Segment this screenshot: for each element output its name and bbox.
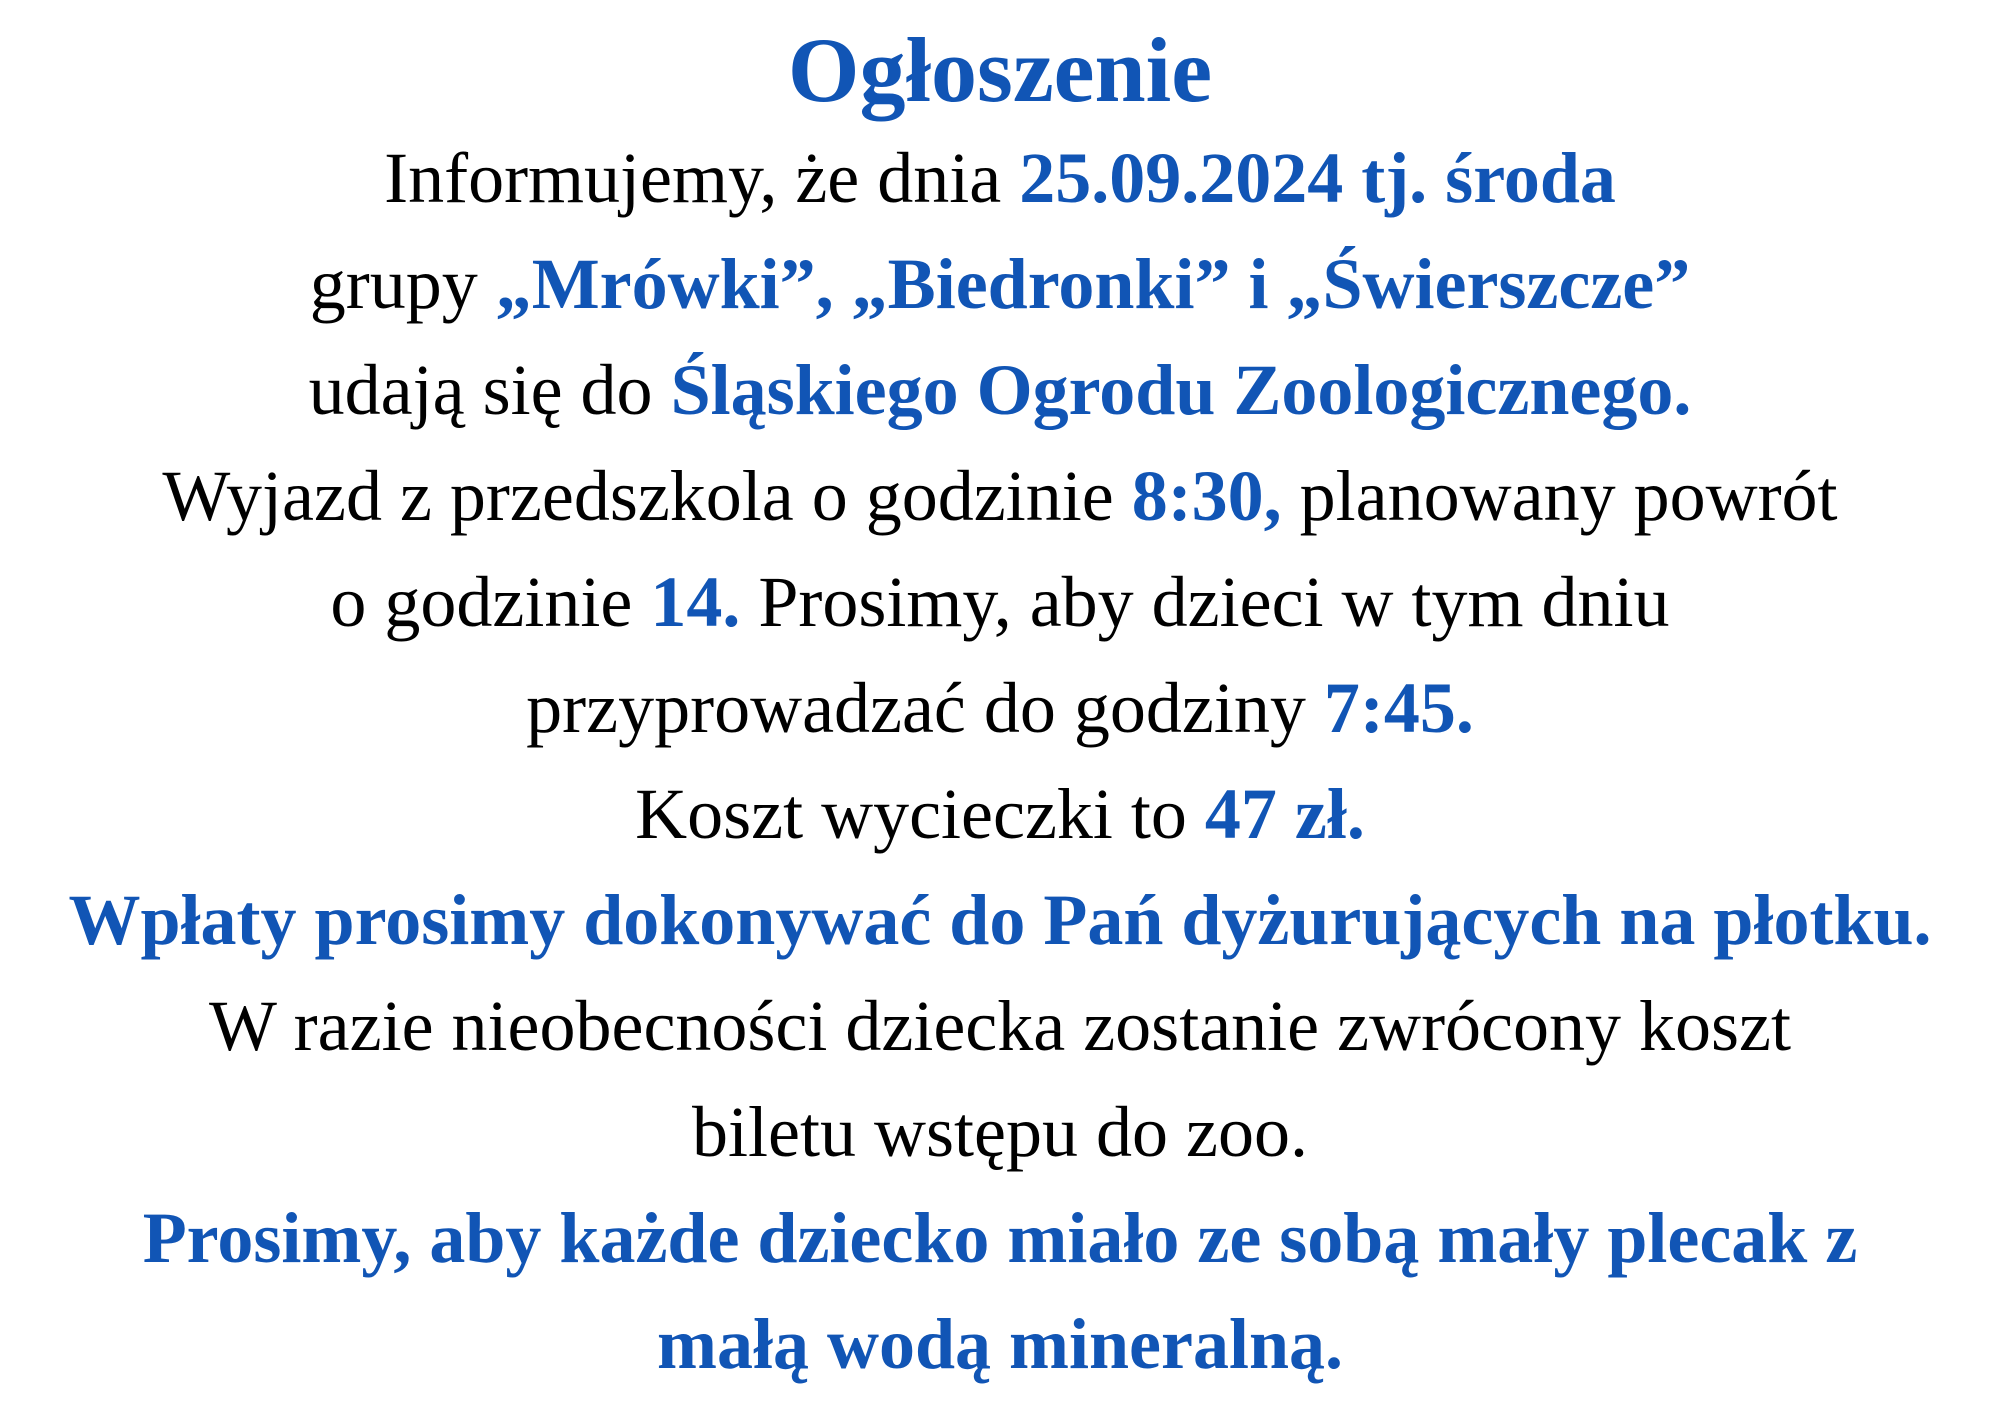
date-line xyxy=(0,128,2000,228)
payment-line: Wpłaty prosimy dokonywać do Pań dyżurujących na płotku. xyxy=(68,880,1932,960)
date-line-text: Informujemy, że dnia xyxy=(384,138,1020,218)
backpack-request-line: Prosimy, aby każde dziecko miało ze sobą mały plecak z xyxy=(142,1198,1858,1278)
departure-text: Wyjazd z przedszkola o godzinie xyxy=(162,456,1132,536)
departure-time: 8:30, xyxy=(1131,456,1282,536)
trip-cost: 47 zł. xyxy=(1204,774,1365,854)
cost-text: Koszt wycieczki to xyxy=(635,774,1205,854)
announcement-title: Ogłoszenie xyxy=(787,19,1213,121)
arrival-text: przyprowadzać do godziny xyxy=(526,668,1324,748)
departure-line xyxy=(0,446,2000,546)
destination-line xyxy=(0,340,2000,440)
group-names: „Mrówki”, „Biedronki” i „Świerszcze” xyxy=(495,244,1691,324)
return-text: o godzinie xyxy=(330,562,651,642)
groups-line xyxy=(0,234,2000,334)
groups-line-text: grupy xyxy=(309,244,496,324)
return-line xyxy=(0,552,2000,652)
trip-date: 25.09.2024 tj. środa xyxy=(1019,138,1616,218)
return-planned-text: planowany powrót xyxy=(1281,456,1838,536)
backpack-request-line-continued: małą wodą mineralną. xyxy=(656,1304,1343,1384)
refund-line-continued: biletu wstępu do zoo. xyxy=(692,1092,1308,1172)
request-text: Prosimy, aby dzieci w tym dniu xyxy=(740,562,1670,642)
refund-line: W razie nieobecności dziecka zostanie zwrócony koszt xyxy=(209,986,1791,1066)
return-time: 14. xyxy=(650,562,741,642)
destination-name: Śląskiego Ogrodu Zoologicznego. xyxy=(670,350,1692,430)
arrival-line xyxy=(0,658,2000,758)
cost-line xyxy=(0,764,2000,864)
destination-line-text: udają się do xyxy=(308,350,671,430)
arrival-time: 7:45. xyxy=(1323,668,1474,748)
